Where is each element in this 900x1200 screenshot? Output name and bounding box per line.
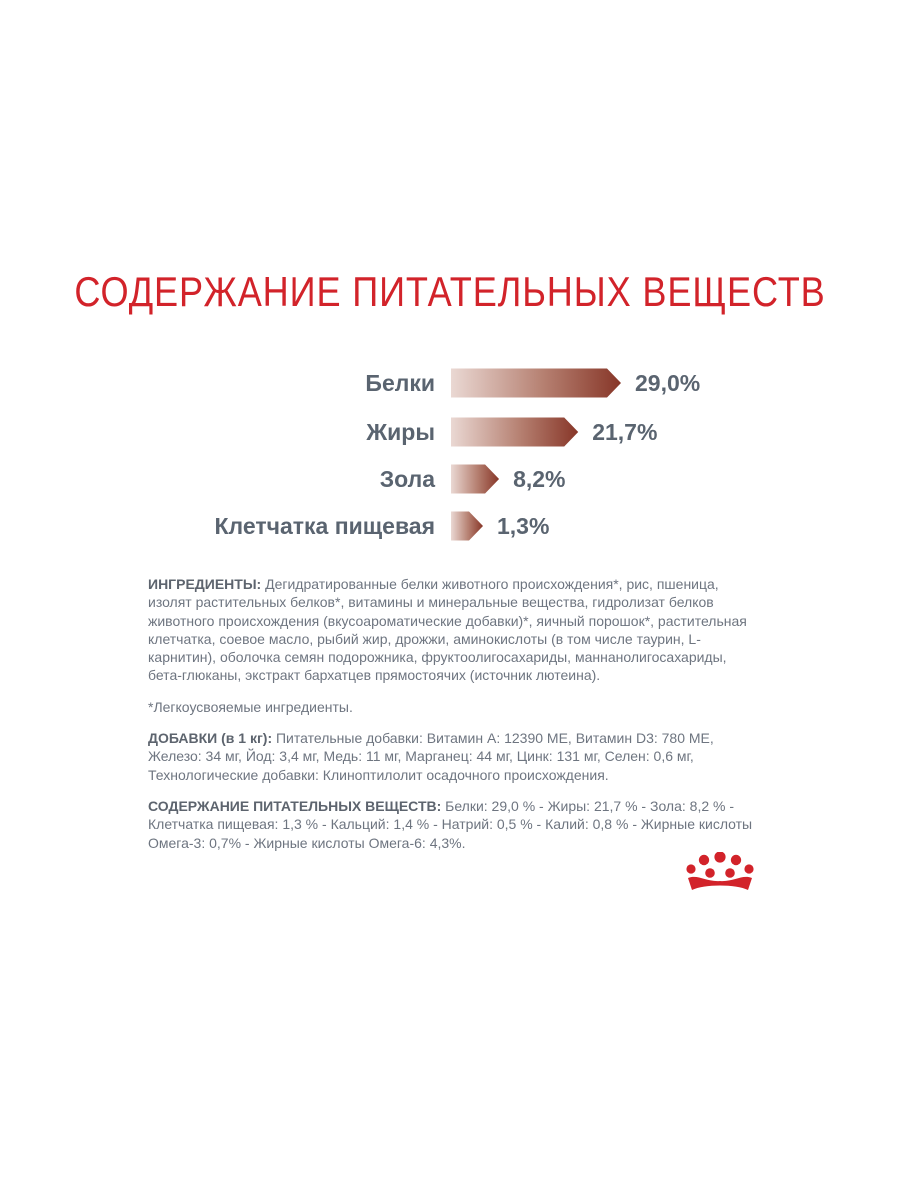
additives-text: Питательные добавки: Витамин A: 12390 МЕ, Витамин D3: 780 МЕ, Железо: 34 мг, Йод: 3,4 мг, Медь: 11 мг, Марганец: 44 мг, Цинк: 131 мг, Селен: 0,6 мг, Технологические добавки: Клиноптилолит осадочного происхождения. xyxy=(148,730,714,783)
value-label: 1,3% xyxy=(497,513,550,539)
ingredients-paragraph xyxy=(148,575,763,685)
value-label: 21,7% xyxy=(592,419,658,445)
nutrients-label: СОДЕРЖАНИЕ ПИТАТЕЛЬНЫХ ВЕЩЕСТВ: xyxy=(148,797,442,814)
additives-label: ДОБАВКИ (в 1 кг): xyxy=(148,730,273,747)
bar-3 xyxy=(451,465,499,494)
nutrients-text: Белки: 29,0 % - Жиры: 21,7 % - Зола: 8,2 % - Клетчатка пищевая: 1,3 % - Кальций: 1,4 % - Натрий: 0,5 % - Калий: 0,8 % - Жирные кислоты Омега-3: 0,7% - Жирные кислоты Омега-6: 4,3%. xyxy=(148,797,753,851)
additives-paragraph xyxy=(148,729,763,784)
nutrients-paragraph xyxy=(148,797,763,852)
category-label: Жиры xyxy=(366,419,435,445)
nutrient-bar-chart xyxy=(0,0,900,560)
royal-crown-icon xyxy=(684,852,756,896)
category-label: Клетчатка пищевая xyxy=(214,513,435,539)
page-title: СОДЕРЖАНИЕ ПИТАТЕЛЬНЫХ ВЕЩЕСТВ xyxy=(74,268,826,315)
bar-1 xyxy=(451,369,621,398)
bar-4 xyxy=(451,512,483,541)
value-label: 8,2% xyxy=(513,466,566,492)
ingredients-text: Дегидратированные белки животного происхождения*, рис, пшеница, изолят растительных белков*, витамины и минеральные вещества, гидролизат белков животного происхождения (вкусоароматические добавки)*, яичный порошок*, растительная клетчатка, соевое масло, рыбий жир, дрожжи, аминокислоты (в том числе таурин, L-карнитин), оболочка семян подорожника, фруктоолигосахариды, маннанолигосахариды, бета-глюканы, экстракт бархатцев прямостоячих (источник лютеина). xyxy=(148,576,747,684)
ingredients-label: ИНГРЕДИЕНТЫ: xyxy=(148,576,262,592)
category-label: Зола xyxy=(379,466,435,492)
footnote: *Легкоусвояемые ингредиенты. xyxy=(148,698,353,715)
product-composition xyxy=(148,575,763,865)
value-label: 29,0% xyxy=(635,370,701,396)
bar-2 xyxy=(451,418,578,447)
category-label: Белки xyxy=(365,370,435,396)
